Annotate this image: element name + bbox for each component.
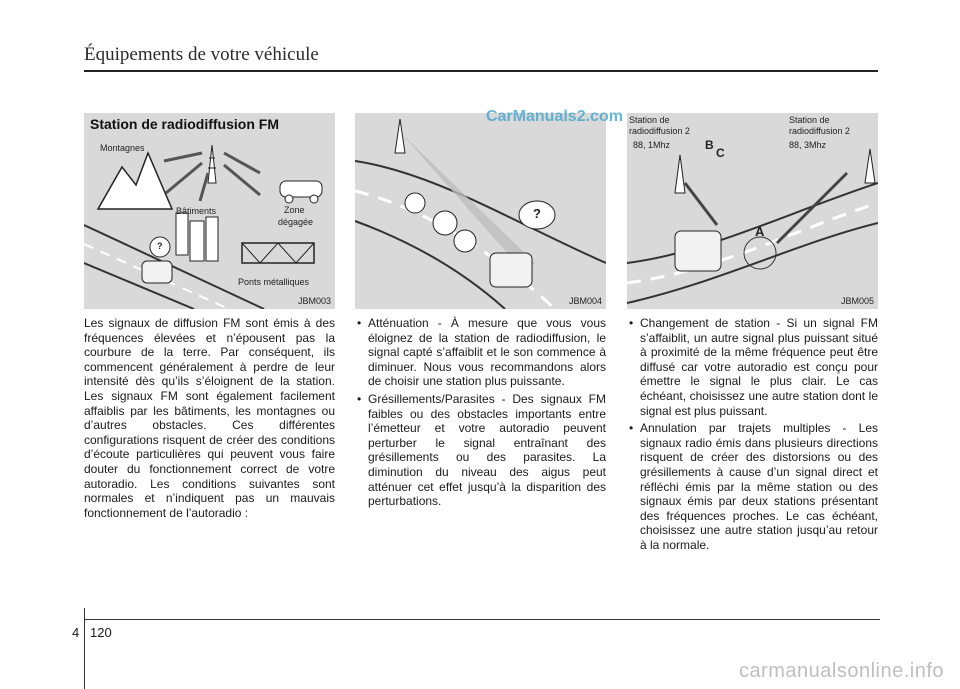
text-column-3 (627, 316, 878, 556)
label-bridges: Ponts métalliques (238, 277, 310, 287)
signal-c-label: C (716, 146, 725, 160)
condition-list (355, 316, 606, 509)
figure-code: JBM005 (840, 296, 874, 306)
signal-b-label: B (705, 138, 714, 152)
attenuation-illustration (355, 113, 606, 309)
watermark: CarManuals2.com (486, 108, 623, 125)
station2-label-1: Station de (789, 115, 830, 125)
header-rule (84, 70, 878, 72)
label-mountains: Montagnes (100, 143, 145, 153)
list-item-multipath: • Annulation par trajets multiples - Les signaux radio émis dans plusieurs directions risquent de créer des distorsions ou des grésillements à cause d’un signal direct et réfléchi émis par la même station ou des signaux émis par deux stations présentant des fréquences proches. Le cas échéant, choisissez une autre station jusqu’au retour à la normale. (627, 421, 878, 552)
footer-rule-horizontal (84, 619, 880, 620)
figure-title: Station de radiodiffusion FM (90, 116, 279, 132)
figure-fm-station (84, 113, 335, 309)
signal-a-label: A (755, 224, 765, 239)
label-question: ? (157, 241, 163, 251)
intro-paragraph: Les signaux de diffusion FM sont émis à des fréquences élevées et n’épousent pas la courbure de la terre. Par conséquent, ils commencent généralement à perdre de leur intensité dès qu’ils s’éloignent de la station. Les signaux FM sont également facilement affaiblis par les bâtiments, les montagnes ou d’autres obstacles. Ces différentes configurations risquent de créer des conditions d’écoute particulières qui peuvent vous faire douter du fonctionnement correct de votre autoradio. Les conditions suivantes sont normales et n’indiquent pas un mauvais fonctionnement de l’autoradio : (84, 316, 335, 520)
list-item-static: • Grésillements/Parasites - Des signaux FM faibles ou des obstacles importants entre l’émetteur et votre autoradio peuvent perturber le signal entraînant des grésillements ou des parasites. La diminution du niveau des aigus peut atténuer cet effet jusqu’à la disparition des perturbations. (355, 392, 606, 509)
station1-label-1: Station de (629, 115, 670, 125)
figure-code: JBM003 (297, 296, 331, 306)
condition-list (627, 316, 878, 553)
label-buildings: Bâtiments (176, 206, 217, 216)
figure-station-switch (627, 113, 878, 309)
label-question: ? (533, 206, 541, 221)
page-header-title: Équipements de votre véhicule (84, 44, 319, 65)
label-zone-1: Zone (284, 205, 305, 215)
chapter-number: 4 (72, 625, 80, 640)
figure-code: JBM004 (568, 296, 602, 306)
footer-rule-vertical (84, 608, 85, 689)
station1-frequency: 88, 1Mhz (633, 140, 671, 150)
text-column-1 (84, 316, 335, 520)
station2-frequency: 88, 3Mhz (789, 140, 827, 150)
list-item-attenuation: • Atténuation - À mesure que vous vous éloignez de la station de radiodiffusion, le signal capté s’affaiblit et le son commence à diminuer. Nous vous recommandons alors de choisir une station plus puissante. (355, 316, 606, 389)
page-number: 120 (90, 625, 112, 640)
station1-label-2: radiodiffusion 2 (629, 126, 690, 136)
site-watermark: carmanualsonline.info (738, 660, 944, 682)
list-item-station-switch: • Changement de station - Si un signal FM s’affaiblit, un autre signal plus puissant situé à proximité de la même fréquence peut être diffusé car votre autoradio est conçu pour émettre le signal le plus clair. Le cas échéant, choisissez une autre station dont le signal est plus puissant. (627, 316, 878, 418)
station2-label-2: radiodiffusion 2 (789, 126, 850, 136)
text-column-2 (355, 316, 606, 512)
label-zone-2: dégagée (278, 217, 314, 227)
figure-attenuation (355, 113, 606, 309)
